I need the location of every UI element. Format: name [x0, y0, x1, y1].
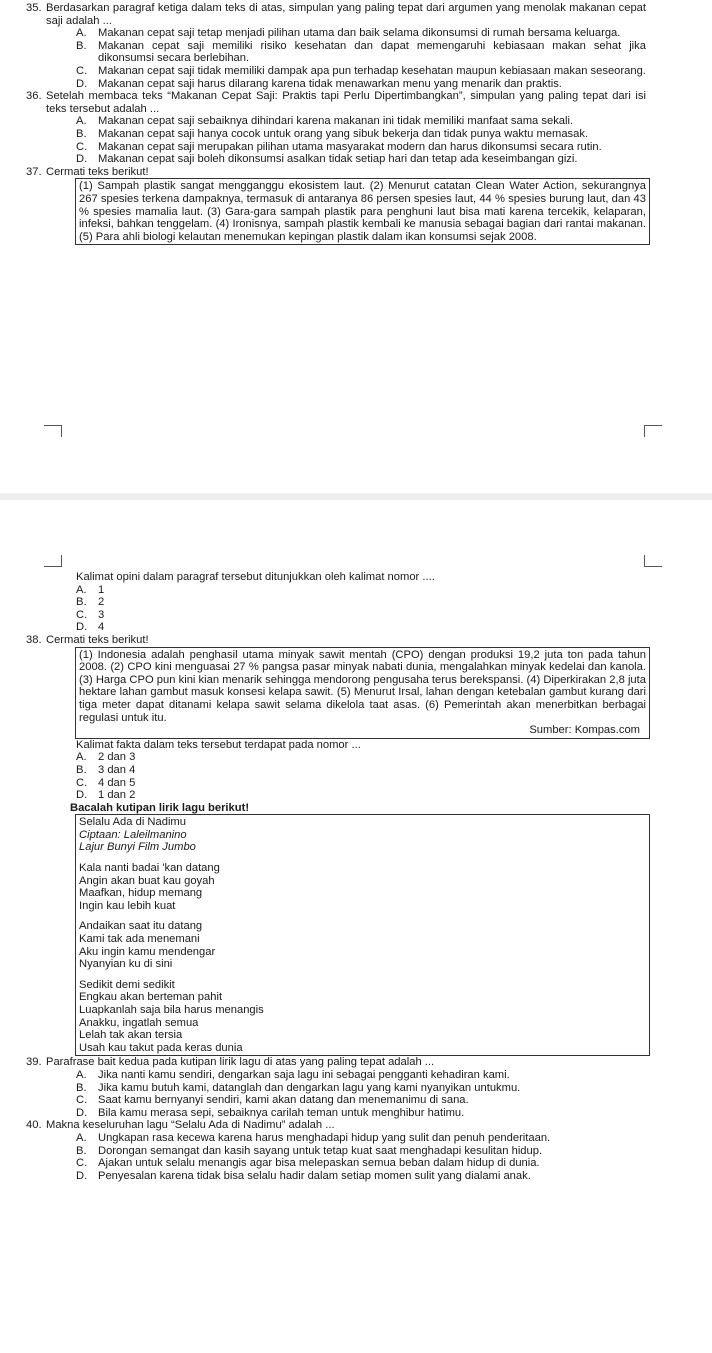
- stanza-1-line: Maafkan, hidup memang: [79, 887, 203, 900]
- stanza-3-line: Engkau akan berteman pahit: [79, 991, 223, 1004]
- question-35-option-d[interactable]: D. Makanan cepat saji harus dilarang karena tidak menawarkan menu yang menarik dan praktis.: [76, 77, 562, 90]
- song-credit-composer: Ciptaan: Laleilmanino: [79, 828, 187, 841]
- sheet-bottom: [0, 571, 712, 1182]
- question-39-stem: 39. Parafrase bait kedua pada kutipan lirik lagu di atas yang paling tepat adalah ...: [26, 1056, 435, 1069]
- stanza-3-line: Luapkanlah saja bila harus menangis: [79, 1004, 264, 1016]
- question-39-option-a[interactable]: A. Jika nanti kamu sendiri, dengarkan saja lagu ini sebagai pengganti kehadiran kami.: [76, 1068, 510, 1081]
- question-37-option-c[interactable]: C. 3: [76, 608, 105, 621]
- crop-mark-top-right: [644, 425, 662, 437]
- question-37-option-d[interactable]: D. 4: [76, 621, 105, 634]
- stanza-2-line: Andaikan saat itu datang: [79, 920, 203, 933]
- question-40-option-a[interactable]: A. Ungkapan rasa kecewa karena harus menghadapi hidup yang sulit dan penuh penderitaan.: [76, 1131, 551, 1144]
- question-40-option-b[interactable]: B. Dorongan semangat dan kasih sayang untuk tetap kuat saat menghadapi kesulitan hidup.: [76, 1144, 543, 1157]
- question-35-option-c[interactable]: C. Makanan cepat saji tidak memiliki dampak apa pun terhadap kesehatan maupun kebiasaan makan seseorang.: [76, 64, 646, 77]
- question-37-stem: Kalimat opini dalam paragraf tersebut ditunjukkan oleh kalimat nomor ....: [76, 571, 435, 583]
- stanza-2-line: Aku ingin kamu mendengar: [79, 945, 216, 958]
- question-37-passage: (1) Sampah plastik sangat mengganggu ekosistem laut. (2) Menurut catatan Clean Water Action, sekurangnya 267 spesies terkena dampaknya, termasuk di antaranya 86 persen spesies laut, 44 % spesies burung laut, dan 43 % spesies mamalia laut. (3) Gara-gara sampah plastik para penghuni laut bisa mati karena tercekik, kelaparan, infeksi, bahkan tenggelam. (4) Ironisnya, sampah plastik kembali ke manusia sebagai bagian dari rantai makanan. (5) Para ahli biologi kelautan menemukan kepingan plastik dalam ikan konsumsi sejak 2008.: [75, 178, 650, 245]
- lyrics-heading: Bacalah kutipan lirik lagu berikut!: [70, 801, 250, 814]
- question-37-option-a[interactable]: A. 1: [76, 583, 105, 596]
- question-39-option-c[interactable]: C. Saat kamu bernyanyi sendiri, kami akan datang dan menemanimu di sana.: [76, 1094, 469, 1107]
- stanza-3-line: Sedikit demi sedikit: [79, 978, 175, 991]
- crop-mark-bottom-right: [644, 555, 662, 567]
- question-36-option-a[interactable]: A. Makanan cepat saji sebaiknya dihindari karena makanan ini tidak memiliki manfaat sama sekali.: [76, 115, 574, 128]
- question-38-heading: 38. Cermati teks berikut!: [26, 633, 149, 646]
- question-38-stem: Kalimat fakta dalam teks tersebut terdapat pada nomor ...: [76, 738, 361, 751]
- question-40-option-c[interactable]: C. Ajakan untuk selalu menangis agar bisa melepaskan semua beban dalam hidup di dunia.: [76, 1157, 540, 1170]
- question-38-option-d[interactable]: D. 1 dan 2: [76, 789, 136, 802]
- stanza-2-line: Nyanyian ku di sini: [79, 958, 173, 971]
- question-35-option-a[interactable]: A. Makanan cepat saji tetap menjadi pilihan utama dan baik selama dikonsumsi di rumah bersama keluarga.: [76, 27, 621, 40]
- question-37-option-b[interactable]: B. 2: [76, 596, 105, 609]
- lyrics-box: [75, 814, 650, 1056]
- question-36-option-b[interactable]: B. Makanan cepat saji hanya cocok untuk orang yang sibuk bekerja dan tidak punya waktu memasak.: [76, 127, 589, 140]
- question-40-option-d[interactable]: D. Penyesalan karena tidak bisa selalu hadir dalam setiap momen sulit yang dialami anak.: [76, 1169, 531, 1182]
- stanza-3-line: Lelah tak akan tersia: [79, 1029, 183, 1042]
- question-37-heading: 37. Cermati teks berikut!: [26, 165, 149, 178]
- stanza-3-line: Anakku, ingatlah semua: [79, 1016, 199, 1029]
- question-38-passage: [75, 647, 650, 739]
- page-divider: [0, 493, 712, 500]
- song-title: Selalu Ada di Nadimu: [79, 816, 186, 829]
- question-35-option-b[interactable]: B. Makanan cepat saji memiliki risiko kesehatan dan dapat memengaruhi kebiasaan makan sehat jika dikonsumsi secara berlebihan.: [76, 39, 646, 65]
- question-38-option-a[interactable]: A. 2 dan 3: [76, 751, 136, 764]
- question-38-passage-text: (1) Indonesia adalah penghasil utama minyak sawit mentah (CPO) dengan produksi 19,2 juta ton pada tahun 2008. (2) CPO kini menguasai 27 % pangsa pasar minyak nabati dunia, mengalahkan minyak kedelai dan kanola. (3) Harga CPO pun kini kian menarik sehingga mendorong pengusaha terus berekspansi. (4) Diperkirakan 2,8 juta hektare lahan gambut masuk konsesi kelapa sawit. (5) Menurut Irsal, lahan dengan ketebalan gambut kurang dari tiga meter dapat ditanami kelapa sawit selama dikelola taat asas. (6) Pemerintah akan menerbitkan berbagai regulasi untuk itu.: [79, 648, 646, 724]
- crop-mark-bottom-left: [44, 555, 62, 567]
- question-39-option-b[interactable]: B. Jika kamu butuh kami, datanglah dan dengarkan lagu yang kami nyanyikan untukmu.: [76, 1081, 521, 1094]
- stanza-1-line: Kala nanti badai 'kan datang: [79, 862, 220, 875]
- stanza-2-line: Kami tak ada menemani: [79, 933, 200, 946]
- question-35-stem: 35. Berdasarkan paragraf ketiga dalam teks di atas, simpulan yang paling tepat dari argumen yang menolak makanan cepat saji adalah ...: [26, 2, 646, 27]
- stanza-1-line: Angin akan buat kau goyah: [79, 874, 215, 887]
- question-38-option-c[interactable]: C. 4 dan 5: [76, 776, 136, 789]
- question-38-option-b[interactable]: B. 3 dan 4: [76, 763, 136, 776]
- stanza-1-line: Ingin kau lebih kuat: [79, 899, 176, 912]
- question-36-stem: 36. Setelah membaca teks “Makanan Cepat Saji: Praktis tapi Perlu Dipertimbangkan”, simpulan yang paling tepat dari isi teks tersebut adalah ...: [26, 90, 646, 115]
- question-36-option-c[interactable]: C. Makanan cepat saji merupakan pilihan utama masyarakat modern dan harus dikonsumsi secara rutin.: [76, 140, 602, 153]
- crop-mark-top-left: [44, 425, 62, 437]
- stanza-3-line: Usah kau takut pada keras dunia: [79, 1041, 243, 1054]
- question-39-option-d[interactable]: D. Bila kamu merasa sepi, sebaiknya carilah teman untuk menghibur hatimu.: [76, 1106, 465, 1119]
- song-credit-film: Lajur Bunyi Film Jumbo: [79, 841, 196, 854]
- sheet-top: [0, 0, 712, 245]
- question-40-stem: 40. Makna keseluruhan lagu “Selalu Ada di Nadimu” adalah ...: [26, 1119, 335, 1132]
- question-38-source: Sumber: Kompas.com: [529, 724, 640, 737]
- question-36-option-d[interactable]: D. Makanan cepat saji boleh dikonsumsi asalkan tidak setiap hari dan tetap ada keseimbangan gizi.: [76, 153, 578, 166]
